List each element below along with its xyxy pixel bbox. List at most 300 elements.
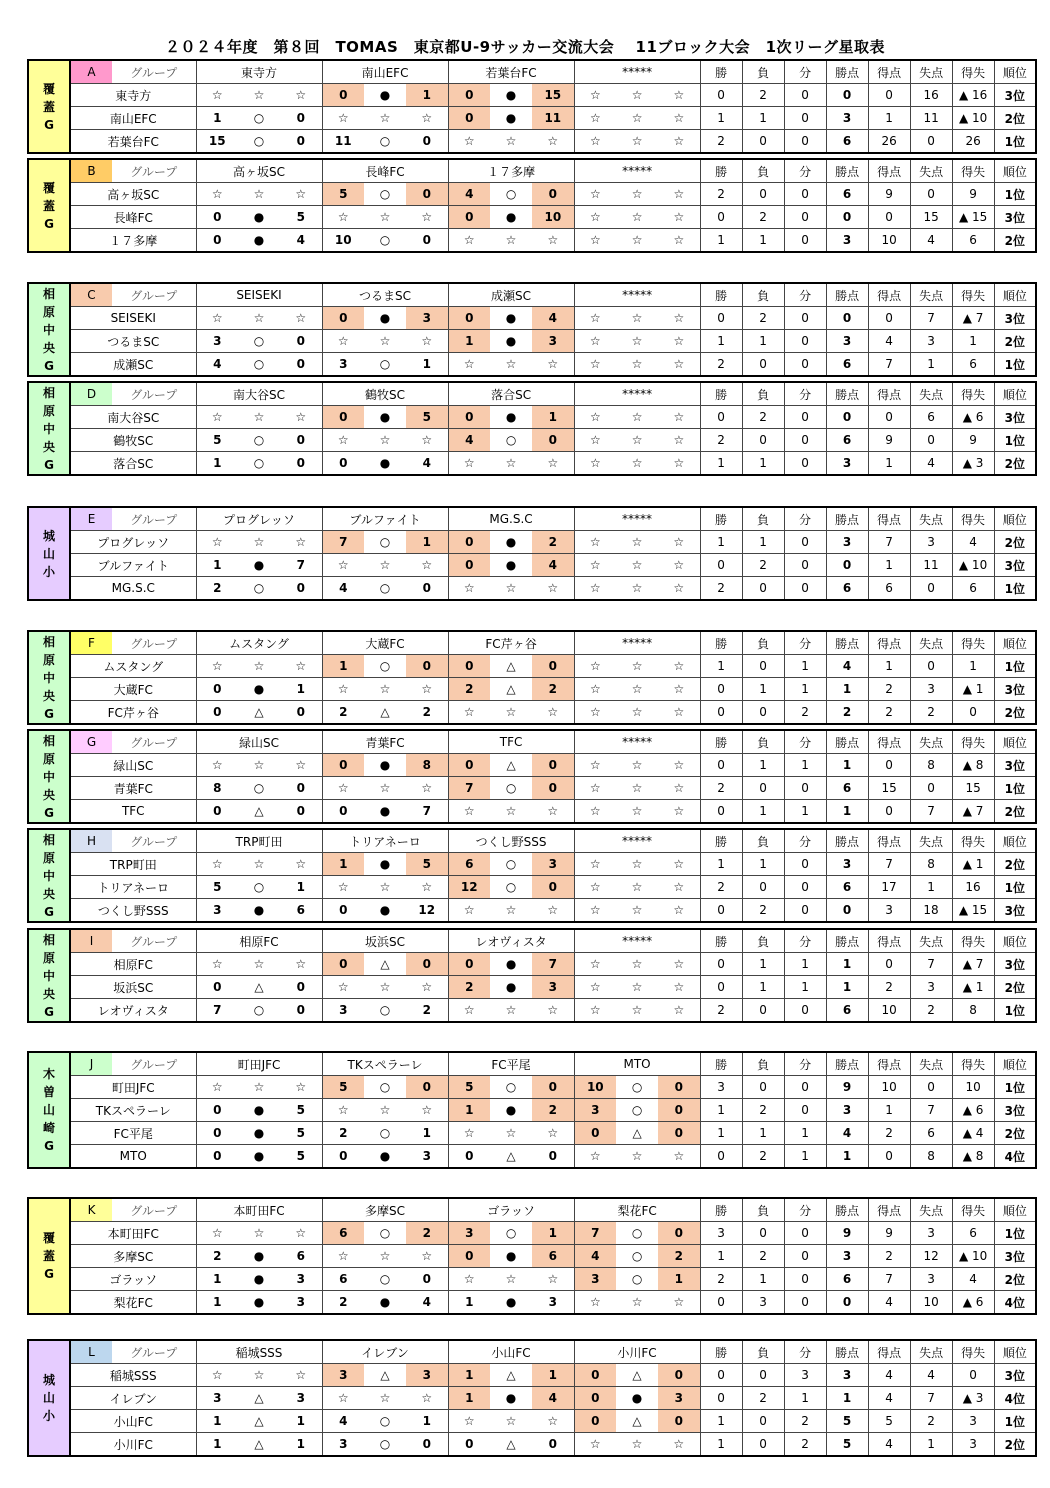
team-name: レオヴィスタ	[70, 999, 196, 1023]
team-row	[28, 1268, 1036, 1291]
score-opp: 0	[280, 976, 322, 999]
stat-header: 勝点	[826, 829, 868, 853]
star-mark: ☆	[616, 577, 658, 601]
team-name: イレブン	[70, 1387, 196, 1410]
stat-header: 順位	[994, 730, 1036, 754]
star-mark: ☆	[574, 531, 616, 554]
stat-header: 勝	[700, 829, 742, 853]
goal-diff: ▲ 7	[952, 800, 994, 824]
group-table-c	[27, 282, 1037, 377]
star-mark: ☆	[280, 1222, 322, 1245]
star-mark: ☆	[616, 754, 658, 777]
score-own: 3	[322, 999, 364, 1023]
star-mark: ☆	[532, 800, 574, 824]
stat-header: 得失	[952, 730, 994, 754]
stat-header: 得点	[868, 159, 910, 183]
points: 2	[826, 701, 868, 725]
stat-header: 分	[784, 507, 826, 531]
losses: 2	[742, 206, 784, 229]
score-own: 0	[574, 1122, 616, 1145]
score-own: 1	[322, 655, 364, 678]
group-word: グループ	[112, 1052, 196, 1076]
goals-for: 10	[868, 229, 910, 253]
goals-against: 7	[910, 1387, 952, 1410]
score-opp: 10	[532, 206, 574, 229]
team-row	[28, 976, 1036, 999]
rank: 1位	[994, 777, 1036, 800]
stat-header: 得点	[868, 283, 910, 307]
goals-against: 8	[910, 754, 952, 777]
points: 6	[826, 577, 868, 601]
result-mark: ○	[616, 1222, 658, 1245]
stat-header: 順位	[994, 159, 1036, 183]
stat-header: 得失	[952, 1340, 994, 1364]
points: 3	[826, 1245, 868, 1268]
losses: 2	[742, 1387, 784, 1410]
score-opp: 0	[406, 577, 448, 601]
star-mark: ☆	[364, 876, 406, 899]
team-row	[28, 1076, 1036, 1099]
stat-header: 勝点	[826, 1198, 868, 1222]
stat-header: 得失	[952, 929, 994, 953]
losses: 0	[742, 429, 784, 452]
rank: 3位	[994, 554, 1036, 577]
score-own: 5	[448, 1076, 490, 1099]
star-mark: ☆	[574, 976, 616, 999]
rank: 2位	[994, 107, 1036, 130]
score-opp: 2	[532, 531, 574, 554]
team-name: SEISEKI	[70, 307, 196, 330]
star-mark: ☆	[658, 330, 700, 353]
star-mark: ☆	[616, 330, 658, 353]
star-mark: ☆	[616, 452, 658, 476]
star-mark: ☆	[658, 701, 700, 725]
score-opp: 0	[280, 330, 322, 353]
goals-for: 15	[868, 777, 910, 800]
stat-header: 得点	[868, 1340, 910, 1364]
opponent-header: 緑山SC	[196, 730, 322, 754]
result-mark: △	[238, 701, 280, 725]
team-row	[28, 183, 1036, 206]
goal-diff: ▲ 1	[952, 678, 994, 701]
wins: 0	[700, 1145, 742, 1169]
goal-diff: 0	[952, 701, 994, 725]
venue-label: 覆 蓋 G	[28, 60, 70, 153]
stat-header: 勝	[700, 1198, 742, 1222]
team-row	[28, 307, 1036, 330]
goals-for: 2	[868, 1245, 910, 1268]
goals-against: 12	[910, 1245, 952, 1268]
score-opp: 0	[406, 1433, 448, 1457]
star-mark: ☆	[490, 229, 532, 253]
team-row	[28, 853, 1036, 876]
result-mark: ●	[490, 1099, 532, 1122]
wins: 0	[700, 406, 742, 429]
stat-header: 失点	[910, 159, 952, 183]
goal-diff: ▲ 3	[952, 452, 994, 476]
opponent-header: 坂浜SC	[322, 929, 448, 953]
score-own: 1	[196, 1410, 238, 1433]
losses: 1	[742, 452, 784, 476]
star-mark: ☆	[196, 953, 238, 976]
opponent-header: 町田JFC	[196, 1052, 322, 1076]
star-mark: ☆	[364, 330, 406, 353]
points: 6	[826, 183, 868, 206]
score-opp: 0	[280, 777, 322, 800]
score-own: 0	[196, 701, 238, 725]
team-name: 小川FC	[70, 1433, 196, 1457]
score-opp: 1	[658, 1268, 700, 1291]
wins: 2	[700, 130, 742, 154]
result-mark: △	[490, 1145, 532, 1169]
star-mark: ☆	[616, 999, 658, 1023]
goals-for: 10	[868, 999, 910, 1023]
goals-for: 4	[868, 330, 910, 353]
goal-diff: ▲ 7	[952, 953, 994, 976]
rank: 2位	[994, 853, 1036, 876]
venue-label: 城 山 小	[28, 1340, 70, 1456]
group-letter: K	[70, 1198, 112, 1222]
result-mark: ○	[364, 577, 406, 601]
result-mark: △	[364, 1364, 406, 1387]
wins: 2	[700, 999, 742, 1023]
stat-header: 負	[742, 829, 784, 853]
score-opp: 0	[406, 130, 448, 154]
draws: 0	[784, 206, 826, 229]
result-mark: △	[616, 1364, 658, 1387]
result-mark: ○	[490, 1076, 532, 1099]
stat-header: 勝	[700, 159, 742, 183]
stat-header: 負	[742, 1198, 784, 1222]
star-mark: ☆	[238, 183, 280, 206]
star-mark: ☆	[448, 130, 490, 154]
result-mark: ○	[490, 1222, 532, 1245]
result-mark: △	[238, 976, 280, 999]
result-mark: ○	[238, 330, 280, 353]
goals-for: 0	[868, 953, 910, 976]
star-mark: ☆	[490, 577, 532, 601]
opponent-header: 長峰FC	[322, 159, 448, 183]
wins: 2	[700, 777, 742, 800]
group-table-g	[27, 729, 1037, 824]
score-opp: 4	[406, 452, 448, 476]
stat-header: 得点	[868, 631, 910, 655]
star-mark: ☆	[616, 84, 658, 107]
star-mark: ☆	[658, 800, 700, 824]
goals-against: 11	[910, 554, 952, 577]
draws: 0	[784, 554, 826, 577]
result-mark: △	[490, 1433, 532, 1457]
team-name: 落合SC	[70, 452, 196, 476]
rank: 1位	[994, 1410, 1036, 1433]
group-table-f	[27, 630, 1037, 725]
points: 9	[826, 1076, 868, 1099]
wins: 2	[700, 183, 742, 206]
wins: 1	[700, 229, 742, 253]
result-mark: ●	[238, 1122, 280, 1145]
group-letter: C	[70, 283, 112, 307]
score-own: 2	[196, 1245, 238, 1268]
goals-against: 7	[910, 1099, 952, 1122]
stat-header: 分	[784, 159, 826, 183]
star-mark: ☆	[658, 229, 700, 253]
draws: 1	[784, 976, 826, 999]
score-own: 0	[322, 899, 364, 923]
stat-header: 負	[742, 60, 784, 84]
stat-header: 勝点	[826, 283, 868, 307]
goals-for: 9	[868, 183, 910, 206]
stat-header: 勝点	[826, 1052, 868, 1076]
points: 3	[826, 1364, 868, 1387]
star-mark: ☆	[658, 183, 700, 206]
rank: 2位	[994, 330, 1036, 353]
goal-diff: ▲ 6	[952, 1291, 994, 1315]
star-mark: ☆	[616, 876, 658, 899]
draws: 0	[784, 1245, 826, 1268]
losses: 1	[742, 1268, 784, 1291]
score-opp: 0	[406, 655, 448, 678]
team-name: 高ヶ坂SC	[70, 183, 196, 206]
star-mark: ☆	[658, 107, 700, 130]
score-own: 10	[574, 1076, 616, 1099]
goals-for: 3	[868, 899, 910, 923]
stat-header: 勝点	[826, 730, 868, 754]
star-mark: ☆	[364, 554, 406, 577]
wins: 1	[700, 1099, 742, 1122]
draws: 0	[784, 1291, 826, 1315]
goal-diff: ▲ 1	[952, 853, 994, 876]
score-opp: 0	[658, 1076, 700, 1099]
score-opp: 11	[532, 107, 574, 130]
stat-header: 勝	[700, 631, 742, 655]
score-opp: 0	[658, 1410, 700, 1433]
score-opp: 2	[532, 678, 574, 701]
score-opp: 2	[532, 1099, 574, 1122]
rank: 2位	[994, 452, 1036, 476]
star-mark: ☆	[658, 754, 700, 777]
goal-diff: ▲ 4	[952, 1122, 994, 1145]
star-mark: ☆	[574, 452, 616, 476]
group-word: グループ	[112, 507, 196, 531]
score-own: 2	[322, 1122, 364, 1145]
score-own: 4	[448, 429, 490, 452]
star-mark: ☆	[574, 754, 616, 777]
rank: 2位	[994, 1433, 1036, 1457]
opponent-header: つるまSC	[322, 283, 448, 307]
result-mark: △	[364, 701, 406, 725]
score-own: 0	[448, 554, 490, 577]
losses: 0	[742, 1433, 784, 1457]
star-mark: ☆	[196, 853, 238, 876]
rank: 1位	[994, 183, 1036, 206]
star-mark: ☆	[238, 1076, 280, 1099]
points: 0	[826, 84, 868, 107]
stat-header: 得失	[952, 1052, 994, 1076]
points: 4	[826, 1122, 868, 1145]
draws: 0	[784, 899, 826, 923]
score-own: 0	[448, 953, 490, 976]
star-mark: ☆	[448, 999, 490, 1023]
rank: 1位	[994, 655, 1036, 678]
stat-header: 失点	[910, 929, 952, 953]
goals-for: 7	[868, 853, 910, 876]
goals-against: 15	[910, 206, 952, 229]
wins: 1	[700, 1245, 742, 1268]
goal-diff: 3	[952, 1433, 994, 1457]
star-mark: ☆	[448, 452, 490, 476]
team-row	[28, 800, 1036, 824]
star-mark: ☆	[574, 307, 616, 330]
team-name: ブルファイト	[70, 554, 196, 577]
stat-header: 負	[742, 159, 784, 183]
stat-header: 得失	[952, 631, 994, 655]
stat-header: 負	[742, 283, 784, 307]
score-opp: 0	[280, 452, 322, 476]
opponent-header: 若葉台FC	[448, 60, 574, 84]
score-opp: 7	[532, 953, 574, 976]
star-mark: ☆	[532, 577, 574, 601]
stat-header: 得点	[868, 1198, 910, 1222]
opponent-header: つくし野SSS	[448, 829, 574, 853]
team-name: MTO	[70, 1145, 196, 1169]
score-opp: 0	[406, 229, 448, 253]
stat-header: 勝点	[826, 507, 868, 531]
goal-diff: ▲ 15	[952, 206, 994, 229]
star-mark: ☆	[574, 655, 616, 678]
result-mark: ○	[616, 1099, 658, 1122]
goals-for: 0	[868, 307, 910, 330]
score-own: 5	[322, 183, 364, 206]
star-mark: ☆	[280, 183, 322, 206]
goal-diff: 6	[952, 229, 994, 253]
losses: 1	[742, 107, 784, 130]
star-mark: ☆	[616, 678, 658, 701]
result-mark: ●	[490, 1245, 532, 1268]
star-mark: ☆	[364, 1387, 406, 1410]
goals-for: 17	[868, 876, 910, 899]
stat-header: 得失	[952, 159, 994, 183]
team-row	[28, 107, 1036, 130]
star-mark: ☆	[238, 953, 280, 976]
losses: 0	[742, 577, 784, 601]
star-mark: ☆	[616, 531, 658, 554]
goals-against: 3	[910, 976, 952, 999]
stat-header: 順位	[994, 382, 1036, 406]
goals-against: 6	[910, 406, 952, 429]
score-opp: 0	[406, 183, 448, 206]
draws: 1	[784, 754, 826, 777]
points: 3	[826, 229, 868, 253]
score-own: 4	[322, 1410, 364, 1433]
star-mark: ☆	[448, 800, 490, 824]
stat-header: 分	[784, 283, 826, 307]
result-mark: ●	[364, 406, 406, 429]
star-mark: ☆	[616, 777, 658, 800]
result-mark: ●	[490, 953, 532, 976]
star-mark: ☆	[406, 777, 448, 800]
group-table-d	[27, 381, 1037, 476]
goal-diff: 9	[952, 429, 994, 452]
star-mark: ☆	[196, 84, 238, 107]
stat-header: 負	[742, 507, 784, 531]
score-opp: 12	[406, 899, 448, 923]
wins: 0	[700, 1291, 742, 1315]
wins: 0	[700, 1387, 742, 1410]
rank: 4位	[994, 1291, 1036, 1315]
result-mark: ○	[364, 655, 406, 678]
rank: 2位	[994, 1122, 1036, 1145]
draws: 2	[784, 701, 826, 725]
team-row	[28, 452, 1036, 476]
losses: 0	[742, 1076, 784, 1099]
score-opp: 3	[532, 1291, 574, 1315]
score-own: 1	[448, 1364, 490, 1387]
stat-header: 失点	[910, 1198, 952, 1222]
star-mark: ☆	[616, 206, 658, 229]
draws: 0	[784, 130, 826, 154]
stat-header: 勝	[700, 382, 742, 406]
group-table-j	[27, 1051, 1037, 1169]
stat-header: 負	[742, 631, 784, 655]
star-mark: ☆	[364, 1245, 406, 1268]
score-own: 1	[196, 452, 238, 476]
goal-diff: 8	[952, 999, 994, 1023]
opponent-header: *****	[574, 829, 700, 853]
star-mark: ☆	[322, 976, 364, 999]
points: 5	[826, 1410, 868, 1433]
star-mark: ☆	[658, 953, 700, 976]
star-mark: ☆	[616, 800, 658, 824]
stat-header: 順位	[994, 60, 1036, 84]
rank: 1位	[994, 353, 1036, 377]
goals-for: 7	[868, 531, 910, 554]
score-own: 1	[196, 1291, 238, 1315]
result-mark: ●	[490, 107, 532, 130]
goal-diff: 15	[952, 777, 994, 800]
stat-header: 失点	[910, 730, 952, 754]
score-own: 3	[322, 1433, 364, 1457]
star-mark: ☆	[406, 554, 448, 577]
star-mark: ☆	[196, 307, 238, 330]
opponent-header: TRP町田	[196, 829, 322, 853]
score-opp: 3	[406, 307, 448, 330]
star-mark: ☆	[238, 655, 280, 678]
group-word: グループ	[112, 829, 196, 853]
goals-against: 0	[910, 429, 952, 452]
score-own: 3	[196, 330, 238, 353]
team-row	[28, 1222, 1036, 1245]
star-mark: ☆	[658, 206, 700, 229]
group-letter: I	[70, 929, 112, 953]
goals-against: 10	[910, 1291, 952, 1315]
points: 3	[826, 107, 868, 130]
stat-header: 得失	[952, 507, 994, 531]
draws: 0	[784, 353, 826, 377]
result-mark: ○	[238, 777, 280, 800]
stat-header: 分	[784, 60, 826, 84]
stat-header: 順位	[994, 1340, 1036, 1364]
star-mark: ☆	[406, 678, 448, 701]
losses: 1	[742, 330, 784, 353]
team-name: 梨花FC	[70, 1291, 196, 1315]
wins: 2	[700, 1268, 742, 1291]
score-own: 3	[196, 899, 238, 923]
score-opp: 0	[280, 429, 322, 452]
opponent-header: 高ヶ坂SC	[196, 159, 322, 183]
team-row	[28, 876, 1036, 899]
team-name: 緑山SC	[70, 754, 196, 777]
points: 0	[826, 206, 868, 229]
